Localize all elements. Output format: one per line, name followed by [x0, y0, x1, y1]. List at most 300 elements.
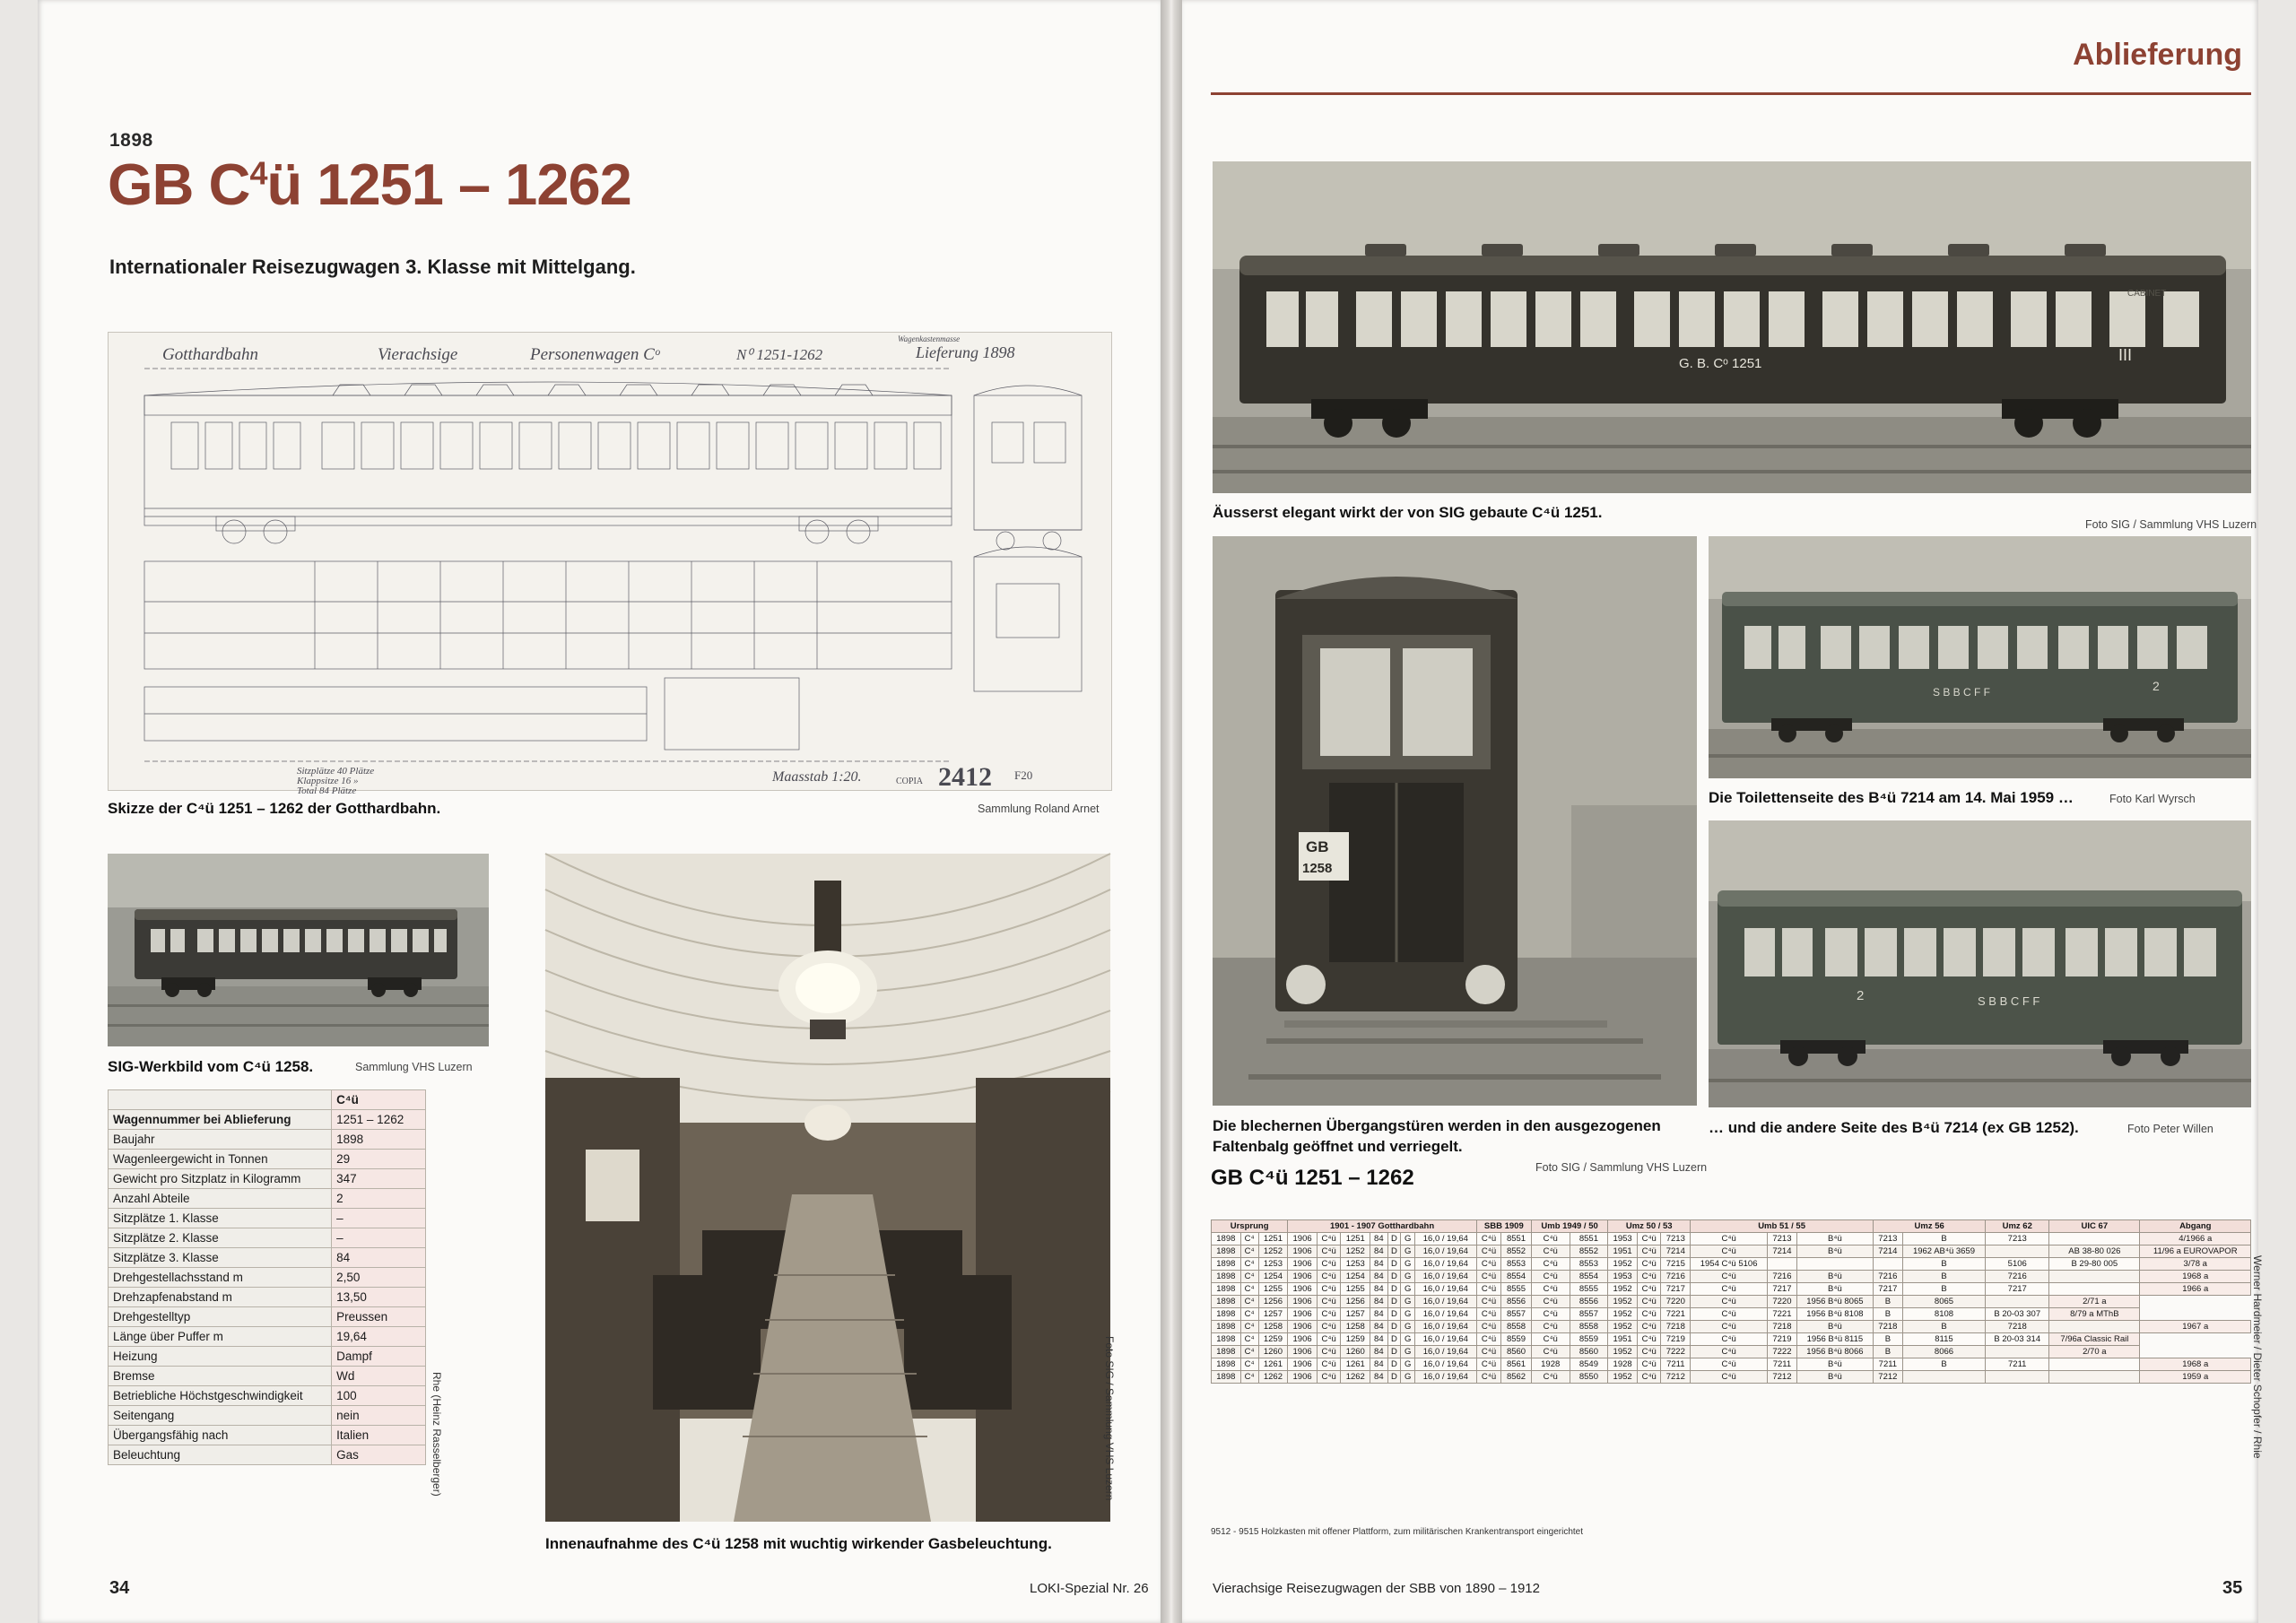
photo-top-svg — [1213, 161, 2251, 493]
table-cell: 1261 — [1341, 1358, 1370, 1371]
table-cell: 8556 — [1570, 1296, 1608, 1308]
table-cell: G — [1401, 1333, 1414, 1346]
page-number-right: 35 — [2222, 1578, 2243, 1598]
table-cell: B 20-03 314 — [1986, 1333, 2049, 1346]
table-cell: 1253 — [1258, 1258, 1288, 1271]
spec-key: Gewicht pro Sitzplatz in Kilogramm — [109, 1169, 332, 1189]
table-cell: C⁴ü — [1691, 1358, 1768, 1371]
table-cell: 8560 — [1501, 1346, 1532, 1358]
specification-table — [108, 1089, 426, 1465]
table-cell: 7216 — [1874, 1271, 1903, 1283]
table-cell: B⁴ü — [1796, 1321, 1873, 1333]
table-cell: 16,0 / 19,64 — [1414, 1333, 1476, 1346]
table-cell: 8557 — [1501, 1308, 1532, 1321]
table-row — [1212, 1346, 2251, 1358]
spec-value: 2,50 — [332, 1268, 426, 1288]
table-cell: 8065 — [1902, 1296, 1986, 1308]
table-cell: C⁴ü — [1637, 1308, 1661, 1321]
table-cell: B — [1874, 1308, 1903, 1321]
photo-sig-works — [108, 854, 489, 1046]
table-cell: C⁴ — [1240, 1333, 1258, 1346]
chapter-title: Ablieferung — [2073, 38, 2242, 72]
table-cell: 16,0 / 19,64 — [1414, 1346, 1476, 1358]
table-cell: 1906 — [1288, 1333, 1318, 1346]
photo-front-svg — [1213, 536, 1697, 1106]
title-main: GB C — [108, 152, 250, 217]
table-cell: D — [1387, 1233, 1401, 1245]
table-cell: 1951 — [1608, 1333, 1638, 1346]
spec-head-type: C⁴ü — [332, 1090, 426, 1110]
table-cell — [2049, 1283, 2140, 1296]
table-cell: B — [1874, 1296, 1903, 1308]
table-cell: C⁴ü — [1637, 1296, 1661, 1308]
table-cell: 2/70 a — [2049, 1346, 2140, 1358]
technical-drawing — [108, 332, 1112, 796]
svg-text:2: 2 — [1857, 988, 1865, 1003]
table-cell: 1254 — [1341, 1271, 1370, 1283]
table-cell: C⁴ü — [1531, 1271, 1570, 1283]
table-cell: D — [1387, 1308, 1401, 1321]
svg-text:III: III — [2118, 346, 2133, 364]
table-cell: 1898 — [1212, 1283, 1241, 1296]
photo-b4u-other-side — [1709, 820, 2251, 1107]
table-cell: C⁴ü — [1317, 1233, 1341, 1245]
table-cell: 7213 — [1986, 1233, 2049, 1245]
footer-left: LOKI-Spezial Nr. 26 — [1030, 1581, 1149, 1596]
table-cell: 7217 — [1986, 1283, 2049, 1296]
spec-value: 84 — [332, 1248, 426, 1268]
table-cell: 16,0 / 19,64 — [1414, 1245, 1476, 1258]
table-cell: 1262 — [1341, 1371, 1370, 1384]
spec-key: Baujahr — [109, 1130, 332, 1150]
table-cell: 16,0 / 19,64 — [1414, 1233, 1476, 1245]
spec-key: Sitzplätze 3. Klasse — [109, 1248, 332, 1268]
table-cell: G — [1401, 1245, 1414, 1258]
table-header-row — [1212, 1220, 2251, 1233]
article-subtitle: Internationaler Reisezugwagen 3. Klasse mit Mittelgang. — [109, 256, 636, 278]
table-cell: 16,0 / 19,64 — [1414, 1371, 1476, 1384]
table-cell: C⁴ü — [1691, 1321, 1768, 1333]
table-cell: 1256 — [1258, 1296, 1288, 1308]
table-cell: C⁴ü — [1531, 1321, 1570, 1333]
table-cell: C⁴ü — [1317, 1358, 1341, 1371]
table-cell: B — [1874, 1333, 1903, 1346]
svg-text:Wagenkastenmasse: Wagenkastenmasse — [898, 334, 961, 343]
table-cell: C⁴ — [1240, 1283, 1258, 1296]
spec-key: Betriebliche Höchstgeschwindigkeit — [109, 1386, 332, 1406]
table-cell: 11/96 a EUROVAPOR — [2140, 1245, 2251, 1258]
caption-mid-photo: Die Toilettenseite des B⁴ü 7214 am 14. Mai 1959 … — [1709, 789, 2074, 806]
credit-drawing: Sammlung Roland Arnet — [978, 803, 1100, 815]
table-cell: G — [1401, 1258, 1414, 1271]
table-cell: B 20-03 307 — [1986, 1308, 2049, 1321]
table-cell: 84 — [1370, 1346, 1387, 1358]
table-cell: 4/1966 a — [2140, 1233, 2251, 1245]
table-cell: C⁴ü — [1691, 1371, 1768, 1384]
table-cell: 8562 — [1501, 1371, 1532, 1384]
table-cell: C⁴ü — [1476, 1258, 1500, 1271]
table-cell: C⁴ü — [1531, 1258, 1570, 1271]
table-cell: B⁴ü — [1796, 1271, 1873, 1283]
spec-key: Anzahl Abteile — [109, 1189, 332, 1209]
table-cell: 16,0 / 19,64 — [1414, 1271, 1476, 1283]
table-cell: C⁴ — [1240, 1371, 1258, 1384]
table-cell: C⁴ü — [1637, 1258, 1661, 1271]
page-gutter — [1161, 0, 1182, 1623]
credit-table-right: Werner Hardmeier / Dieter Schopfer / Rhie — [2251, 1255, 2264, 1459]
svg-text:Lieferung 1898: Lieferung 1898 — [916, 343, 1015, 361]
caption-low-photo: … und die andere Seite des B⁴ü 7214 (ex GB 1252). — [1709, 1119, 2079, 1136]
photo-b4u-toilet-side — [1709, 536, 2251, 778]
table-cell: C⁴ — [1240, 1271, 1258, 1283]
table-cell: 8551 — [1570, 1233, 1608, 1245]
svg-text:Sitzplätze 40 Plätze: Sitzplätze 40 Plätze — [297, 766, 375, 777]
table-cell — [1796, 1258, 1873, 1271]
spec-key: Seitengang — [109, 1406, 332, 1426]
spec-value: Italien — [332, 1426, 426, 1445]
svg-text:COPIA: COPIA — [896, 777, 924, 786]
table-row — [1212, 1296, 2251, 1308]
credit-top-photo: Foto SIG / Sammlung VHS Luzern — [2085, 518, 2257, 531]
table-cell: 84 — [1370, 1371, 1387, 1384]
table-cell: 8552 — [1501, 1245, 1532, 1258]
table-cell: 1906 — [1288, 1258, 1318, 1271]
table-cell: C⁴ü — [1317, 1283, 1341, 1296]
th-umz62: Umz 62 — [1986, 1220, 2049, 1233]
spec-key: Drehzapfenabstand m — [109, 1288, 332, 1307]
svg-text:F20: F20 — [1014, 768, 1033, 782]
table-cell: 7218 — [1661, 1321, 1691, 1333]
table-cell: 3/78 a — [2140, 1258, 2251, 1271]
table-cell: 7218 — [1874, 1321, 1903, 1333]
table-cell: 1898 — [1212, 1271, 1241, 1283]
table-cell: B⁴ü — [1796, 1358, 1873, 1371]
table-cell: 8558 — [1501, 1321, 1532, 1333]
table-cell: C⁴ü — [1476, 1308, 1500, 1321]
table-cell: 1906 — [1288, 1321, 1318, 1333]
table-cell: B — [1902, 1358, 1986, 1371]
table-cell: 8550 — [1570, 1371, 1608, 1384]
svg-text:S B B C F F: S B B C F F — [1933, 686, 1991, 699]
table-cell: 8551 — [1501, 1233, 1532, 1245]
spec-value: – — [332, 1209, 426, 1228]
caption-top-photo: Äusserst elegant wirkt der von SIG gebaute C⁴ü 1251. — [1213, 504, 1603, 521]
table-cell: 16,0 / 19,64 — [1414, 1283, 1476, 1296]
table-cell: 1255 — [1341, 1283, 1370, 1296]
table-footnote: 9512 - 9515 Holzkasten mit offener Plattform, zum militärischen Krankentransport eingerichtet — [1211, 1527, 1584, 1537]
table-cell: C⁴ü — [1317, 1346, 1341, 1358]
table-cell: 1956 B⁴ü 8066 — [1796, 1346, 1873, 1358]
table-cell: 1906 — [1288, 1371, 1318, 1384]
table-cell: 7216 — [1986, 1271, 2049, 1283]
table-cell: C⁴ — [1240, 1358, 1258, 1371]
credit-sig-works: Sammlung VHS Luzern — [355, 1061, 473, 1073]
table-cell: B⁴ü — [1796, 1233, 1873, 1245]
table-row — [1212, 1233, 2251, 1245]
table-cell: 1260 — [1258, 1346, 1288, 1358]
table-cell: 7214 — [1661, 1245, 1691, 1258]
table-cell — [2049, 1358, 2140, 1371]
th-gotthardbahn: 1901 - 1907 Gotthardbahn — [1288, 1220, 1477, 1233]
table-cell: 1898 — [1212, 1245, 1241, 1258]
table-cell: G — [1401, 1358, 1414, 1371]
table-cell: 8554 — [1570, 1271, 1608, 1283]
spec-value: Preussen — [332, 1307, 426, 1327]
table-cell: 1906 — [1288, 1283, 1318, 1296]
table-cell — [2049, 1321, 2140, 1333]
table-cell: 7213 — [1874, 1233, 1903, 1245]
spec-key: Heizung — [109, 1347, 332, 1367]
table-cell: D — [1387, 1371, 1401, 1384]
th-umz56: Umz 56 — [1874, 1220, 1986, 1233]
table-cell: 1898 — [1212, 1258, 1241, 1271]
photo-sig-svg — [108, 854, 489, 1046]
table-cell: C⁴ü — [1476, 1358, 1500, 1371]
table-cell: 1252 — [1341, 1245, 1370, 1258]
table-cell: 8066 — [1902, 1346, 1986, 1358]
table-cell: 8558 — [1570, 1321, 1608, 1333]
table-cell: 7218 — [1986, 1321, 2049, 1333]
page-title — [108, 151, 631, 218]
table-cell: 1898 — [1212, 1358, 1241, 1371]
table-cell: 2/71 a — [2049, 1296, 2140, 1308]
table-cell: 1260 — [1341, 1346, 1370, 1358]
spec-head-empty — [109, 1090, 332, 1110]
table-cell: 7215 — [1661, 1258, 1691, 1271]
table-cell: 84 — [1370, 1308, 1387, 1321]
table-cell: 1952 — [1608, 1346, 1638, 1358]
photo-interior-svg — [545, 854, 1110, 1522]
table-cell: G — [1401, 1346, 1414, 1358]
table-row — [1212, 1371, 2251, 1384]
table-cell: 84 — [1370, 1321, 1387, 1333]
table-cell — [2049, 1233, 2140, 1245]
table-cell: 1898 — [1212, 1346, 1241, 1358]
table-cell: C⁴ü — [1691, 1283, 1768, 1296]
photo-low-svg — [1709, 820, 2251, 1107]
table-cell: C⁴ü — [1691, 1333, 1768, 1346]
spec-key: Wagenleergewicht in Tonnen — [109, 1150, 332, 1169]
caption-drawing: Skizze der C⁴ü 1251 – 1262 der Gotthardbahn. — [108, 800, 441, 817]
table-cell: 1959 a — [2140, 1371, 2251, 1384]
table-cell: C⁴ü — [1637, 1358, 1661, 1371]
spec-value: Wd — [332, 1367, 426, 1386]
table-cell: 8560 — [1570, 1346, 1608, 1358]
spec-value: 29 — [332, 1150, 426, 1169]
table-cell: C⁴ü — [1637, 1321, 1661, 1333]
table-row — [1212, 1321, 2251, 1333]
table-cell: C⁴ü — [1317, 1258, 1341, 1271]
table-cell: 8553 — [1501, 1258, 1532, 1271]
svg-text:2: 2 — [2152, 679, 2160, 693]
table-cell: 7211 — [1874, 1358, 1903, 1371]
th-uic67: UIC 67 — [2049, 1220, 2140, 1233]
table-cell: 5106 — [1986, 1258, 2049, 1271]
table-cell: 7217 — [1874, 1283, 1903, 1296]
table-cell: 7219 — [1768, 1333, 1797, 1346]
th-umb1949: Umb 1949 / 50 — [1531, 1220, 1607, 1233]
table-cell: C⁴ü — [1317, 1321, 1341, 1333]
table-row — [1212, 1308, 2251, 1321]
spec-value: 2 — [332, 1189, 426, 1209]
spec-key: Wagennummer bei Ablieferung — [109, 1110, 332, 1130]
table-cell: D — [1387, 1358, 1401, 1371]
table-cell: 1952 — [1608, 1283, 1638, 1296]
table-cell: D — [1387, 1333, 1401, 1346]
table-cell: G — [1401, 1271, 1414, 1283]
table-cell: C⁴ü — [1531, 1296, 1570, 1308]
table-cell: B — [1902, 1258, 1986, 1271]
table-cell: 1257 — [1341, 1308, 1370, 1321]
photo-gangway-front — [1213, 536, 1697, 1106]
table-cell: 8115 — [1902, 1333, 1986, 1346]
table-cell: C⁴ — [1240, 1296, 1258, 1308]
table-cell: 1906 — [1288, 1358, 1318, 1371]
credit-mid-photo: Foto Karl Wyrsch — [2109, 793, 2196, 805]
svg-text:Gotthardbahn: Gotthardbahn — [162, 345, 258, 364]
table-cell: 1898 — [1212, 1333, 1241, 1346]
table-cell: B⁴ü — [1796, 1245, 1873, 1258]
table-cell: 1257 — [1258, 1308, 1288, 1321]
table-cell: B — [1902, 1233, 1986, 1245]
table-cell: 7211 — [1768, 1358, 1797, 1371]
svg-text:Personenwagen Cᵒ: Personenwagen Cᵒ — [530, 345, 660, 364]
title-rest: ü 1251 – 1262 — [266, 152, 631, 217]
table-cell: C⁴ü — [1691, 1296, 1768, 1308]
table-cell: B⁴ü — [1796, 1283, 1873, 1296]
table-cell: C⁴ü — [1476, 1245, 1500, 1258]
table-cell: C⁴ü — [1531, 1308, 1570, 1321]
table-cell: 7211 — [1986, 1358, 2049, 1371]
table-cell: 1253 — [1341, 1258, 1370, 1271]
table-cell: 7214 — [1874, 1245, 1903, 1258]
table-cell: 1952 — [1608, 1258, 1638, 1271]
spec-value: 13,50 — [332, 1288, 426, 1307]
table-cell: C⁴ü — [1476, 1371, 1500, 1384]
table-cell: 1256 — [1341, 1296, 1370, 1308]
caption-interior: Innenaufnahme des C⁴ü 1258 mit wuchtig wirkender Gasbeleuchtung. — [545, 1535, 1052, 1552]
spec-value: nein — [332, 1406, 426, 1426]
table-cell: 7220 — [1661, 1296, 1691, 1308]
table-cell: C⁴ — [1240, 1258, 1258, 1271]
table-cell: C⁴ü — [1691, 1346, 1768, 1358]
table-cell: 84 — [1370, 1283, 1387, 1296]
table-cell: 1956 B⁴ü 8065 — [1796, 1296, 1873, 1308]
table-cell — [1768, 1258, 1797, 1271]
table-cell: 7216 — [1768, 1271, 1797, 1283]
chapter-rule — [1211, 92, 2251, 95]
table-cell: 1906 — [1288, 1296, 1318, 1308]
table-cell: C⁴ü — [1531, 1346, 1570, 1358]
table-cell: C⁴ü — [1476, 1296, 1500, 1308]
table-cell: 1906 — [1288, 1271, 1318, 1283]
table-cell: G — [1401, 1308, 1414, 1321]
table-cell: 1952 — [1608, 1308, 1638, 1321]
table-cell: 8/79 a MThB — [2049, 1308, 2140, 1321]
spec-value: 1251 – 1262 — [332, 1110, 426, 1130]
table-cell: 8561 — [1501, 1358, 1532, 1371]
table-row — [1212, 1333, 2251, 1346]
table-cell: 7213 — [1768, 1233, 1797, 1245]
table-cell: 7219 — [1661, 1333, 1691, 1346]
photo-interior — [545, 854, 1110, 1522]
table-cell: 84 — [1370, 1358, 1387, 1371]
svg-text:G. B. Cᵒ 1251: G. B. Cᵒ 1251 — [1679, 356, 1762, 371]
table-cell: 7213 — [1661, 1233, 1691, 1245]
spec-key: Länge über Puffer m — [109, 1327, 332, 1347]
table-body — [1212, 1233, 2251, 1384]
table-row — [1212, 1271, 2251, 1283]
caption-sig-works: SIG-Werkbild vom C⁴ü 1258. — [108, 1058, 314, 1075]
table-cell: 84 — [1370, 1271, 1387, 1283]
table-cell: 1956 B⁴ü 8115 — [1796, 1333, 1873, 1346]
photo-mid-svg — [1709, 536, 2251, 778]
table-cell: 84 — [1370, 1245, 1387, 1258]
table-cell: 7220 — [1768, 1296, 1797, 1308]
spec-value: Gas — [332, 1445, 426, 1465]
table-cell: C⁴ü — [1691, 1245, 1768, 1258]
table-cell — [1986, 1346, 2049, 1358]
spec-key: Drehgestelltyp — [109, 1307, 332, 1327]
spec-key: Sitzplätze 1. Klasse — [109, 1209, 332, 1228]
table-cell — [2049, 1371, 2140, 1384]
th-umz5053: Umz 50 / 53 — [1608, 1220, 1691, 1233]
table-cell: C⁴ü — [1637, 1245, 1661, 1258]
footer-right: Vierachsige Reisezugwagen der SBB von 1890 – 1912 — [1213, 1581, 1540, 1596]
article-year: 1898 — [109, 130, 153, 151]
delivery-data-table — [1211, 1219, 2251, 1384]
photo-cu-1251 — [1213, 161, 2251, 493]
table-cell: 1254 — [1258, 1271, 1288, 1283]
table-cell: 1259 — [1341, 1333, 1370, 1346]
table-cell: B — [1902, 1271, 1986, 1283]
table-cell: 1951 — [1608, 1245, 1638, 1258]
table-cell: C⁴ü — [1637, 1371, 1661, 1384]
table-cell: C⁴ü — [1317, 1333, 1341, 1346]
table-cell: 1261 — [1258, 1358, 1288, 1371]
table-cell: B — [1874, 1346, 1903, 1358]
table-cell: 7216 — [1661, 1271, 1691, 1283]
spec-value: 19,64 — [332, 1327, 426, 1347]
table-cell: 1259 — [1258, 1333, 1288, 1346]
table-cell: 7221 — [1768, 1308, 1797, 1321]
table-cell: 1954 C⁴ü 5106 — [1691, 1258, 1768, 1271]
table-cell: G — [1401, 1283, 1414, 1296]
table-cell: 8559 — [1570, 1333, 1608, 1346]
table-cell: C⁴ — [1240, 1245, 1258, 1258]
spec-key: Sitzplätze 2. Klasse — [109, 1228, 332, 1248]
th-umb5155: Umb 51 / 55 — [1691, 1220, 1874, 1233]
credit-spec-table: Rhe (Heinz Rasselberger) — [430, 1372, 443, 1497]
table-cell: 1258 — [1341, 1321, 1370, 1333]
svg-text:2412: 2412 — [938, 762, 992, 792]
spec-value: – — [332, 1228, 426, 1248]
table-cell: 8552 — [1570, 1245, 1608, 1258]
page-number-left: 34 — [109, 1578, 130, 1598]
table-cell: 1252 — [1258, 1245, 1288, 1258]
table-cell: 1952 — [1608, 1321, 1638, 1333]
table-cell: C⁴ü — [1317, 1245, 1341, 1258]
table-cell: C⁴ — [1240, 1308, 1258, 1321]
table-cell: G — [1401, 1371, 1414, 1384]
credit-front-photo: Foto SIG / Sammlung VHS Luzern — [1535, 1161, 1708, 1174]
table-cell: 8559 — [1501, 1333, 1532, 1346]
title-superscript: 4 — [249, 154, 267, 192]
table-cell: B⁴ü — [1796, 1371, 1873, 1384]
table-cell: 1906 — [1288, 1245, 1318, 1258]
table-row — [1212, 1258, 2251, 1271]
table-cell: C⁴ü — [1476, 1321, 1500, 1333]
